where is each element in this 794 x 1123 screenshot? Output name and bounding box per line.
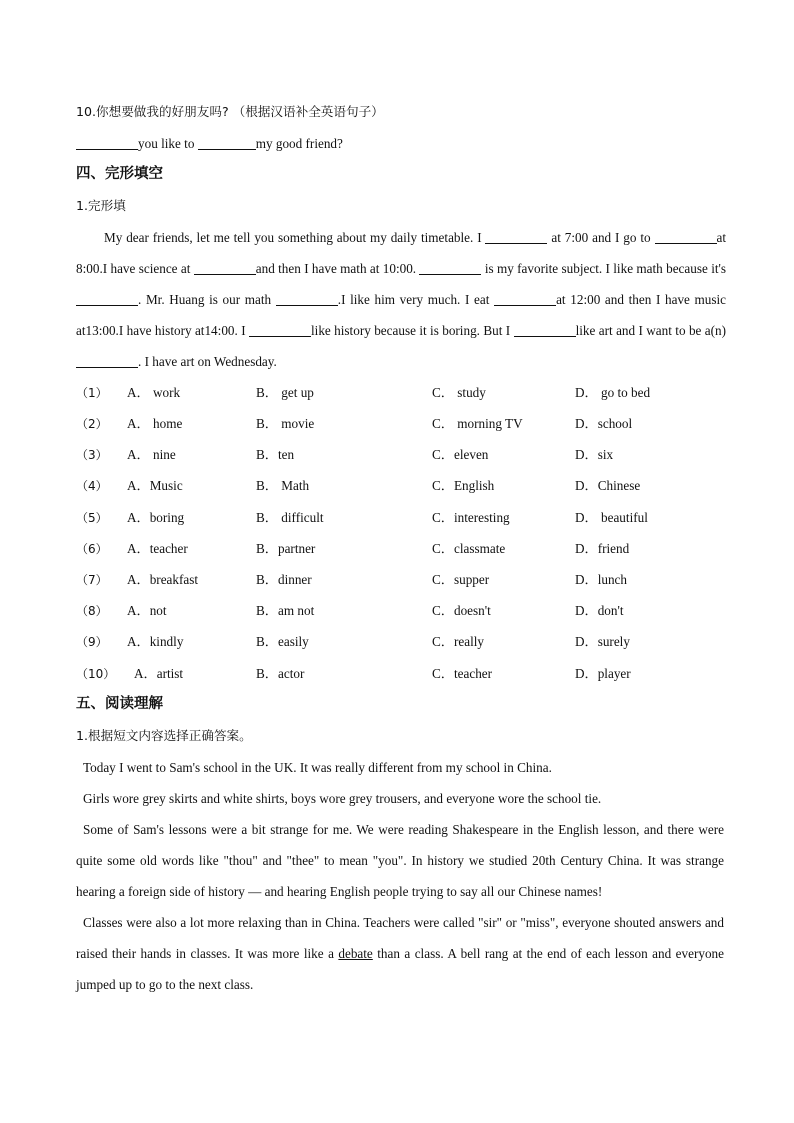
option-c[interactable]: C．really (432, 634, 485, 649)
passage-text: 12:00 and then I have music at13:00.I have history at14:00. I (76, 292, 727, 338)
option-b[interactable]: B．actor (256, 666, 305, 681)
question-number: （1） (76, 386, 108, 400)
question-number: （6） (76, 542, 108, 556)
question-number: （10） (76, 667, 116, 681)
reading-text: Classes were also a lot more relaxing than in China. Teachers were called "sir" or "miss", everyone shouted answers and raised their hands in classes. It was more like a (76, 915, 724, 961)
option-b[interactable]: B． get up (256, 385, 314, 400)
passage-text: is my favorite subject. (484, 261, 603, 276)
passage-text: like art and I want to be a(n) (575, 323, 727, 338)
blank-3[interactable] (194, 261, 256, 275)
blank-7[interactable] (494, 292, 556, 306)
blank-10[interactable] (76, 354, 138, 368)
passage-text: and then I have math at 10:00. (255, 261, 417, 276)
option-row (76, 633, 726, 651)
reading-text: than a class. A bell rang at the end of each lesson and everyone jumped up to go to the next class. (76, 946, 724, 992)
option-b[interactable]: B．am not (256, 603, 315, 618)
blank-2[interactable] (655, 230, 717, 244)
option-b[interactable]: B． Math (256, 478, 310, 493)
blank-5[interactable] (76, 292, 138, 306)
question-number: （7） (76, 573, 108, 587)
reading-paragraph: Girls wore grey skirts and white shirts, boys wore grey trousers, and everyone wore the school tie. (83, 791, 602, 806)
option-b[interactable]: B．easily (256, 634, 309, 649)
option-c[interactable]: C．interesting (432, 510, 510, 525)
option-row (76, 509, 726, 527)
option-c[interactable]: C． morning TV (432, 416, 523, 431)
passage-text: I like math because it's (605, 261, 727, 276)
option-d[interactable]: D． beautiful (575, 510, 648, 525)
section4-sub: 1.完形填 (76, 198, 126, 213)
passage-text: like history because it is boring. But I (311, 323, 511, 338)
reading-paragraph: Today I went to Sam's school in the UK. It was really different from my school in China. (83, 760, 552, 775)
underlined-word: debate (338, 946, 373, 961)
option-b[interactable]: B． difficult (256, 510, 324, 525)
option-row (76, 477, 726, 495)
q10-sentence (76, 136, 343, 152)
option-d[interactable]: D．friend (575, 541, 630, 556)
q10-prompt: 10.你想要做我的好朋友吗? （根据汉语补全英语句子） (76, 104, 384, 119)
question-number: （5） (76, 511, 108, 525)
option-a[interactable]: A．Music (127, 478, 183, 493)
option-row (76, 446, 726, 464)
option-c[interactable]: C．English (432, 478, 495, 493)
option-row (76, 384, 726, 402)
option-b[interactable]: B．ten (256, 447, 295, 462)
option-a[interactable]: A． home (127, 416, 183, 431)
reading-paragraph: Some of Sam's lessons were a bit strange for me. We were reading Shakespeare in the English lesson, and there were quite some old words like "thou" and "thee" to mean "you". In history we studied 20th Century China. It was strange hearing a foreign side of history — and hearing English people trying to say all our Chinese names! (76, 822, 724, 899)
option-d[interactable]: D． go to bed (575, 385, 651, 400)
question-number: （8） (76, 604, 108, 618)
option-d[interactable]: D．don't (575, 603, 624, 618)
question-number: （4） (76, 479, 108, 493)
option-a[interactable]: A． nine (127, 447, 176, 462)
option-c[interactable]: C．supper (432, 572, 490, 587)
option-b[interactable]: B．dinner (256, 572, 312, 587)
question-number: （9） (76, 635, 108, 649)
passage-text: . Mr. Huang is our math (138, 292, 272, 307)
option-d[interactable]: D．lunch (575, 572, 628, 587)
option-d[interactable]: D．six (575, 447, 614, 462)
option-b[interactable]: B． movie (256, 416, 315, 431)
passage-text: . I have art on Wednesday. (138, 354, 277, 369)
passage-text: at 8:00.I have science at (76, 230, 727, 276)
passage-text: at 7:00 and I go to (551, 230, 651, 245)
answer-blank[interactable] (76, 136, 138, 150)
blank-8[interactable] (249, 323, 311, 337)
option-d[interactable]: D．Chinese (575, 478, 641, 493)
option-a[interactable]: A．breakfast (127, 572, 199, 587)
answer-blank[interactable] (198, 136, 256, 150)
option-row (76, 415, 726, 433)
option-a[interactable]: A．not (127, 603, 167, 618)
blank-6[interactable] (276, 292, 338, 306)
reading-passage (76, 752, 724, 1000)
section5-heading: 五、阅读理解 (76, 696, 163, 712)
reading-paragraph (76, 907, 724, 1000)
option-row (76, 571, 726, 589)
option-d[interactable]: D．surely (575, 634, 630, 649)
option-c[interactable]: C．teacher (432, 666, 493, 681)
passage-text: .I like him very much. I eat (337, 292, 490, 307)
option-c[interactable]: C．eleven (432, 447, 489, 462)
option-a[interactable]: A． work (127, 385, 181, 400)
passage-text: at (556, 292, 566, 307)
question-number: （2） (76, 417, 108, 431)
option-b[interactable]: B．partner (256, 541, 316, 556)
option-a[interactable]: A．kindly (127, 634, 184, 649)
option-d[interactable]: D．player (575, 666, 631, 681)
blank-1[interactable] (485, 230, 547, 244)
section4-heading: 四、完形填空 (76, 166, 163, 182)
option-row (76, 665, 726, 683)
option-c[interactable]: C． study (432, 385, 486, 400)
option-row (76, 540, 726, 558)
section5-sub: 1.根据短文内容选择正确答案。 (76, 728, 252, 743)
q10-part2: my good friend? (255, 136, 343, 151)
question-number: （3） (76, 448, 108, 462)
option-d[interactable]: D．school (575, 416, 633, 431)
blank-9[interactable] (514, 323, 576, 337)
option-row (76, 602, 726, 620)
cloze-passage (76, 222, 726, 377)
blank-4[interactable] (419, 261, 481, 275)
option-a[interactable]: A．teacher (127, 541, 188, 556)
passage-text: My dear friends, let me tell you something about my daily timetable. I (104, 230, 482, 245)
option-a[interactable]: A．artist (134, 666, 184, 681)
option-a[interactable]: A．boring (127, 510, 185, 525)
q10-part1: you like to (138, 136, 195, 151)
option-c[interactable]: C．classmate (432, 541, 506, 556)
option-c[interactable]: C．doesn't (432, 603, 491, 618)
